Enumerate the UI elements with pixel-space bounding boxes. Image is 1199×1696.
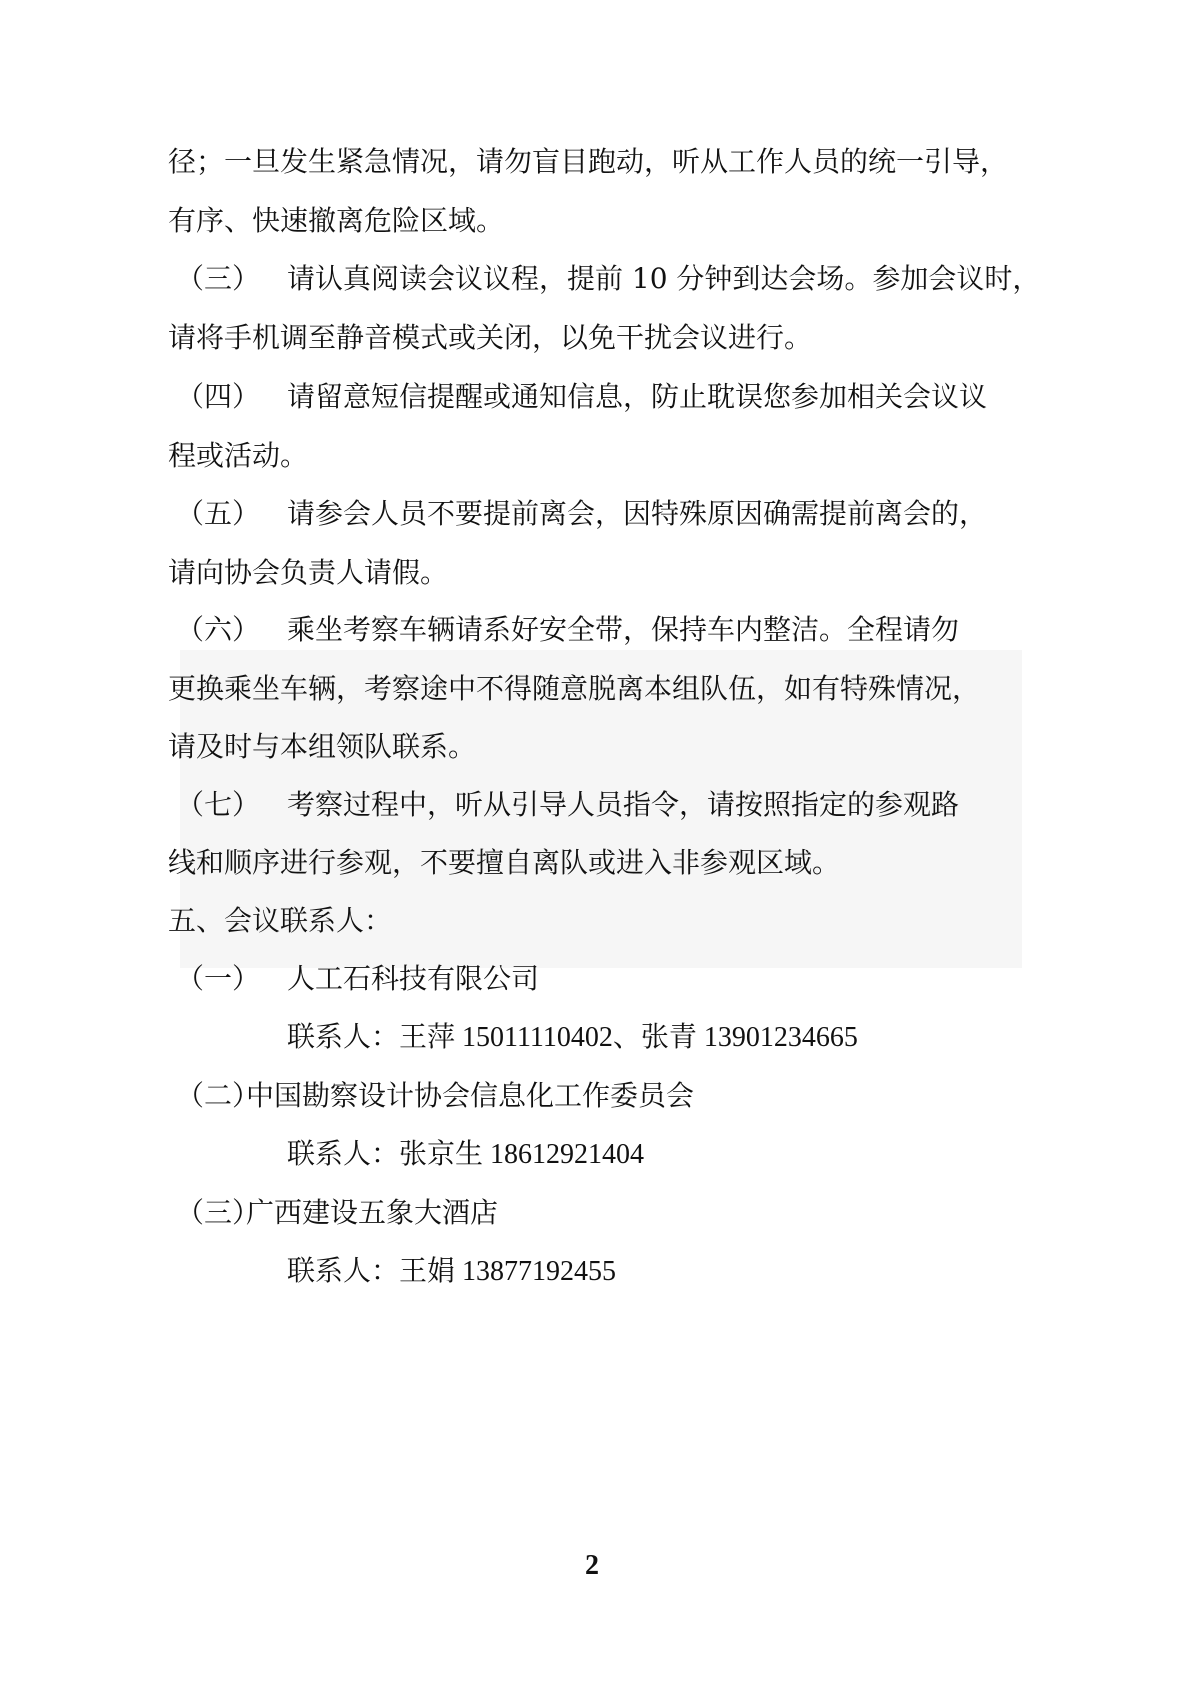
list-marker: （三） (176, 262, 261, 295)
list-marker: （五） (176, 497, 261, 530)
section-heading: 五、会议联系人： (168, 904, 393, 937)
paragraph-line: 有序、快速撤离危险区域。 (168, 204, 505, 237)
list-marker: （三） (176, 1196, 261, 1229)
list-item-text: 请认真阅读会议议程，提前 10 分钟到达会场。参加会议时， (287, 262, 1041, 295)
list-item-text: 请向协会负责人请假。 (168, 556, 449, 589)
list-marker: （二） (176, 1079, 261, 1112)
list-item-text: 程或活动。 (168, 439, 309, 472)
list-item-text: 请及时与本组领队联系。 (168, 730, 477, 763)
list-marker: （一） (176, 962, 261, 995)
list-item-text: 请留意短信提醒或通知信息，防止耽误您参加相关会议议 (287, 380, 988, 413)
contact-person-line: 联系人：王娟 13877192455 (287, 1256, 617, 1287)
contact-organization: 广西建设五象大酒店 (246, 1196, 499, 1229)
list-marker: （六） (176, 613, 261, 646)
list-item-text: 线和顺序进行参观，不要擅自离队或进入非参观区域。 (168, 846, 841, 879)
list-marker: （七） (176, 788, 261, 821)
page-number: 2 (585, 1550, 599, 1581)
list-marker: （四） (176, 380, 261, 413)
paragraph-line: 径；一旦发生紧急情况，请勿盲目跑动，听从工作人员的统一引导， (168, 145, 1009, 178)
list-item-text: 乘坐考察车辆请系好安全带，保持车内整洁。全程请勿 (287, 613, 960, 646)
contact-person-line: 联系人：王萍 15011110402、张青 13901234665 (287, 1022, 858, 1053)
list-item-text: 更换乘坐车辆，考察途中不得随意脱离本组队伍，如有特殊情况， (168, 672, 981, 705)
contact-person-line: 联系人：张京生 18612921404 (287, 1139, 645, 1170)
list-item-text: 考察过程中，听从引导人员指令，请按照指定的参观路 (287, 788, 960, 821)
contact-organization: 人工石科技有限公司 (287, 962, 540, 995)
list-item-text: 请将手机调至静音模式或关闭，以免干扰会议进行。 (168, 321, 813, 354)
list-item-text: 请参会人员不要提前离会，因特殊原因确需提前离会的， (287, 497, 988, 530)
contact-organization: 中国勘察设计协会信息化工作委员会 (246, 1079, 695, 1112)
